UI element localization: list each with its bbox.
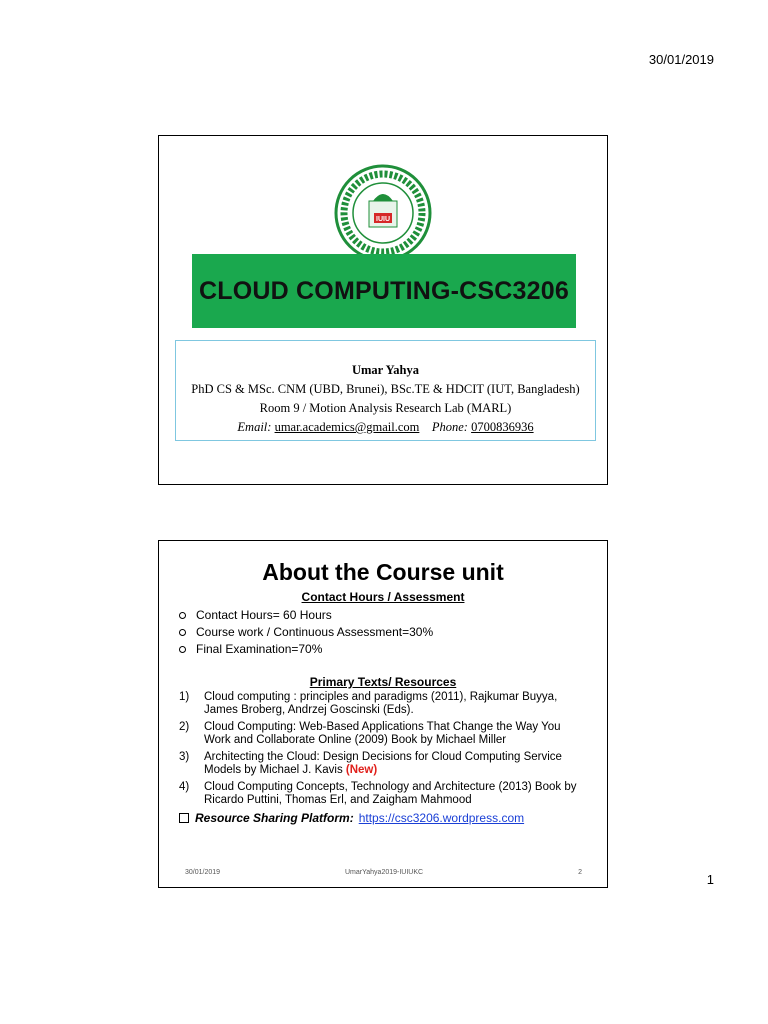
platform-link[interactable]: https://csc3206.wordpress.com: [358, 811, 525, 825]
slide2-title: About the Course unit: [262, 559, 504, 585]
instructor-room: Room 9 / Motion Analysis Research Lab (MARL): [259, 401, 512, 415]
slide-title: [158, 135, 608, 485]
footer-date: 30/01/2019: [185, 869, 221, 876]
list-item: Final Examination=70%: [179, 641, 433, 658]
contact-line: [176, 418, 595, 437]
contact-heading: Contact Hours / Assessment: [301, 590, 465, 604]
footer-page: 2: [578, 869, 582, 876]
contact-list: [179, 607, 433, 658]
email-label: Email:: [237, 420, 272, 434]
slide-course-unit: [158, 540, 608, 888]
list-item: 3) Architecting the Cloud: Design Decisions for Cloud Computing Service Models by Michael J. Kavis (New): [179, 751, 562, 776]
list-item: Contact Hours= 60 Hours: [179, 607, 433, 624]
logo-text: IUIU: [376, 216, 390, 223]
list-item: 2) Cloud Computing: Web-Based Applications That Change the Way You Work and Collaborate Online (2009) Book by Michael Miller: [179, 721, 561, 746]
instructor-info: [175, 340, 596, 441]
instructor-name: Umar Yahya: [351, 363, 420, 377]
resources-heading: Primary Texts/ Resources: [309, 675, 457, 689]
resources-list: [179, 691, 589, 811]
instructor-degrees: PhD CS & MSc. CNM (UBD, Brunei), BSc.TE & HDCIT (IUT, Bangladesh): [191, 382, 580, 396]
footer-author: UmarYahya2019-IUIUKC: [345, 869, 424, 876]
slide-title-text: CLOUD COMPUTING-CSC3206: [199, 276, 569, 305]
page-date: 30/01/2019: [648, 52, 714, 67]
university-logo: [333, 163, 433, 263]
bullet-circle-icon: [179, 646, 186, 653]
title-banner: [192, 254, 576, 328]
phone-link[interactable]: 0700836936: [471, 420, 534, 434]
list-item: Course work / Continuous Assessment=30%: [179, 624, 433, 641]
page-number: 1: [706, 872, 714, 887]
new-badge: (New): [345, 764, 378, 776]
list-item: 1) Cloud computing : principles and paradigms (2011), Rajkumar Buyya, James Broberg, Andrzej Goscinski (Eds).: [179, 691, 558, 716]
checkbox-bullet-icon: [179, 813, 189, 823]
phone-label: Phone:: [431, 420, 468, 434]
list-item: 4) Cloud Computing Concepts, Technology and Architecture (2013) Book by Ricardo Puttini, Thomas Erl, and Zaigham Mahmood: [179, 781, 577, 806]
bullet-circle-icon: [179, 629, 186, 636]
platform-label: Resource Sharing Platform:: [195, 811, 354, 825]
email-link[interactable]: umar.academics@gmail.com: [274, 420, 420, 434]
resource-platform: [179, 811, 524, 825]
bullet-circle-icon: [179, 612, 186, 619]
